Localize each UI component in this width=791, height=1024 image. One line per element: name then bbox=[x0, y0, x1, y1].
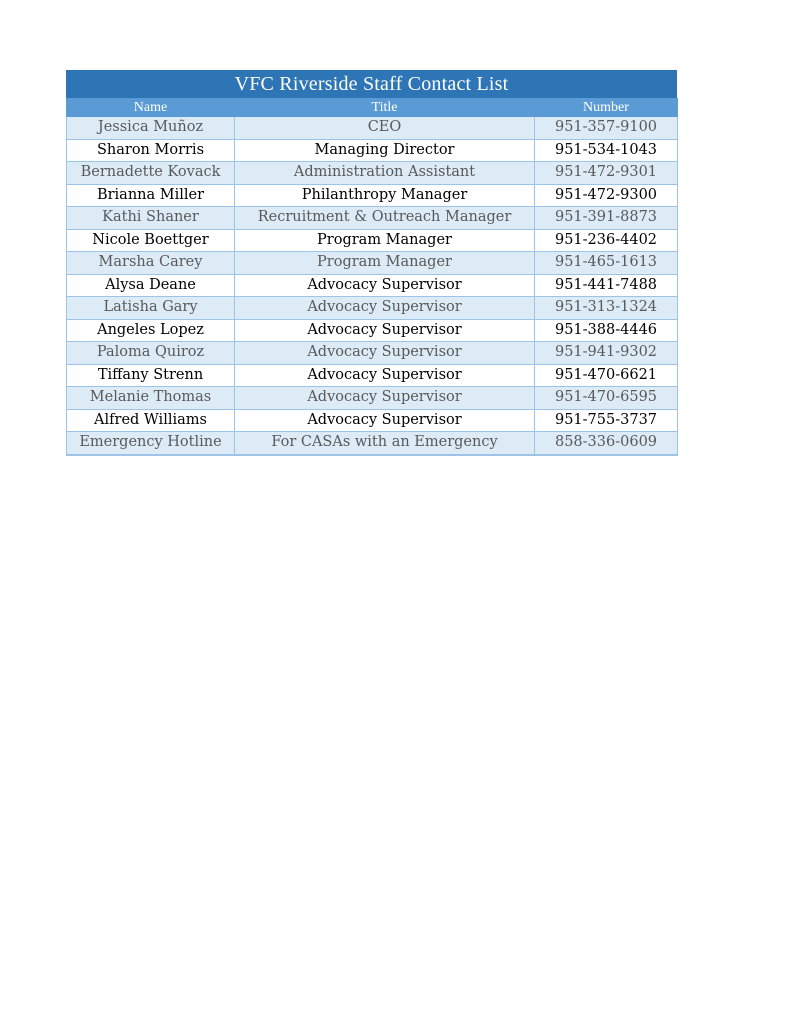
table-row bbox=[67, 252, 678, 275]
cell-number: 951-755-3737 bbox=[535, 409, 678, 432]
cell-title: Administration Assistant bbox=[235, 162, 535, 185]
column-header-title: Title bbox=[235, 98, 535, 117]
cell-title: For CASAs with an Emergency bbox=[235, 432, 535, 455]
cell-title: Philanthropy Manager bbox=[235, 184, 535, 207]
cell-title: Advocacy Supervisor bbox=[235, 342, 535, 365]
table-row bbox=[67, 319, 678, 342]
cell-title: Recruitment & Outreach Manager bbox=[235, 207, 535, 230]
cell-name: Bernadette Kovack bbox=[67, 162, 235, 185]
cell-number: 951-472-9300 bbox=[535, 184, 678, 207]
table-row bbox=[67, 387, 678, 410]
column-header-name: Name bbox=[67, 98, 235, 117]
table-row bbox=[67, 409, 678, 432]
cell-number: 951-472-9301 bbox=[535, 162, 678, 185]
cell-number: 951-236-4402 bbox=[535, 229, 678, 252]
cell-title: Advocacy Supervisor bbox=[235, 319, 535, 342]
table-row bbox=[67, 274, 678, 297]
table-row bbox=[67, 117, 678, 139]
cell-title: Program Manager bbox=[235, 252, 535, 275]
cell-title: Advocacy Supervisor bbox=[235, 274, 535, 297]
cell-name: Kathi Shaner bbox=[67, 207, 235, 230]
table-row bbox=[67, 162, 678, 185]
contact-table bbox=[66, 98, 678, 456]
cell-title: Managing Director bbox=[235, 139, 535, 162]
cell-name: Alfred Williams bbox=[67, 409, 235, 432]
cell-number: 951-391-8873 bbox=[535, 207, 678, 230]
table-row bbox=[67, 184, 678, 207]
cell-title: Advocacy Supervisor bbox=[235, 409, 535, 432]
cell-name: Angeles Lopez bbox=[67, 319, 235, 342]
cell-number: 951-441-7488 bbox=[535, 274, 678, 297]
cell-name: Sharon Morris bbox=[67, 139, 235, 162]
cell-number: 951-941-9302 bbox=[535, 342, 678, 365]
table-row bbox=[67, 229, 678, 252]
cell-title: Program Manager bbox=[235, 229, 535, 252]
cell-name: Marsha Carey bbox=[67, 252, 235, 275]
cell-name: Brianna Miller bbox=[67, 184, 235, 207]
contact-list-sheet bbox=[66, 70, 677, 456]
cell-number: 858-336-0609 bbox=[535, 432, 678, 455]
cell-number: 951-313-1324 bbox=[535, 297, 678, 320]
cell-number: 951-388-4446 bbox=[535, 319, 678, 342]
cell-number: 951-534-1043 bbox=[535, 139, 678, 162]
column-header-number: Number bbox=[535, 98, 678, 117]
cell-name: Tiffany Strenn bbox=[67, 364, 235, 387]
cell-number: 951-357-9100 bbox=[535, 117, 678, 139]
table-row bbox=[67, 297, 678, 320]
cell-number: 951-470-6621 bbox=[535, 364, 678, 387]
cell-name: Alysa Deane bbox=[67, 274, 235, 297]
header-row bbox=[67, 98, 678, 117]
table-row bbox=[67, 207, 678, 230]
cell-name: Melanie Thomas bbox=[67, 387, 235, 410]
sheet-title: VFC Riverside Staff Contact List bbox=[66, 70, 677, 98]
table-row bbox=[67, 139, 678, 162]
cell-name: Paloma Quiroz bbox=[67, 342, 235, 365]
cell-name: Emergency Hotline bbox=[67, 432, 235, 455]
cell-title: Advocacy Supervisor bbox=[235, 387, 535, 410]
table-row bbox=[67, 342, 678, 365]
cell-title: Advocacy Supervisor bbox=[235, 297, 535, 320]
cell-name: Jessica Muñoz bbox=[67, 117, 235, 139]
cell-name: Nicole Boettger bbox=[67, 229, 235, 252]
cell-number: 951-470-6595 bbox=[535, 387, 678, 410]
cell-name: Latisha Gary bbox=[67, 297, 235, 320]
cell-title: Advocacy Supervisor bbox=[235, 364, 535, 387]
cell-title: CEO bbox=[235, 117, 535, 139]
table-row bbox=[67, 364, 678, 387]
cell-number: 951-465-1613 bbox=[535, 252, 678, 275]
table-row bbox=[67, 432, 678, 455]
